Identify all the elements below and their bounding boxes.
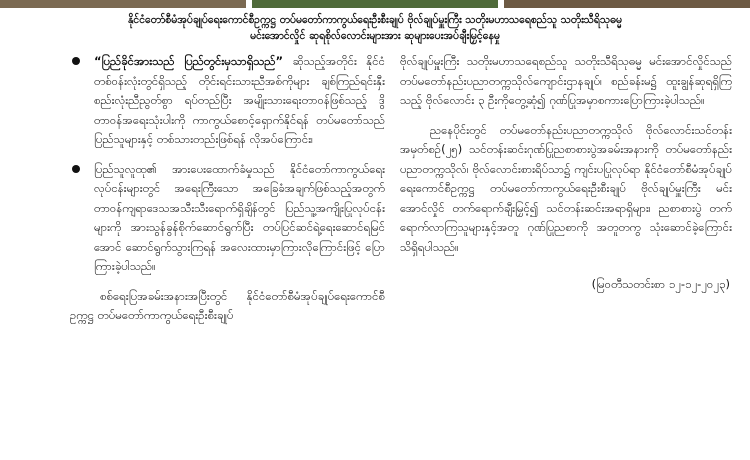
caption-line-1: နိုင်ငံတော်စီမံအုပ်ချုပ်ရေးကောင်စီဥက္ကဋ္ဌ တပ်မတော်ကာကွယ်ရေးဦးစီးချုပ် ဗိုလ်ချုပ်မှူးကြီး သတိုးမဟာသရေစည်သူ သတိုးသီရိသုဓမ္မ [127, 14, 623, 26]
photo-2 [252, 0, 498, 8]
bullet-1-quote: “ပြည်ခိုင်အားသည် ပြည်တွင်းမှသာရှိသည်” [94, 54, 284, 68]
bullet-1-text: ဆိုသည့်အတိုင်း နိုင်ငံတစ်ဝန်းလုံးတွင်ရှိသည့် တိုင်းရင်းသားညီအစ်ကိုများ ချစ်ကြည်ရင်းနှီးစည်းလုံးညီညွတ်စွာ ရပ်တည်ပြီး အမျိုးသားရေးတာဝန်ဖြစ်သည့် ဒွိတာဝန်အရေးသုံးပါးကို ကာကွယ်စောင့်ရှောက်နိုင်ရန် တပ်မတော်သည် ပြည်သူများနှင့် တစ်သားတည်းဖြစ်ရန် လိုအပ်ကြောင်း၊ [94, 54, 385, 146]
photo-strip [0, 0, 750, 8]
photo-caption [20, 12, 730, 44]
bullet-item-1 [70, 52, 385, 150]
right-paragraph-1: ဗိုလ်ချုပ်မှူးကြီး သတိုးမဟာသရေစည်သူ သတိုးသီရိသုဓမ္မ မင်းအောင်လှိုင်သည် တပ်မတော်နည်းပညာတက္ကသိုလ်ကျောင်းဌာနချုပ်၊ စည်ခန်းမ၌ ထူးချွန်ဆုရရှိကြသည့် ဗိုလ်လောင်း ၃ ဦးကိုတွေ့ဆုံ၍ ဂုဏ်ပြုအမှာစကားပြောကြားခဲ့ပါသည်။ [400, 54, 732, 107]
left-paragraph-3: စစ်ရေးပြအခမ်းအနားအပြီးတွင် နိုင်ငံတော်စီမံအုပ်ချုပ်ရေးကောင်စီဥက္ကဋ္ဌ တပ်မတော်ကာကွယ်ရေးဦးစီးချုပ် [70, 288, 385, 322]
left-column [70, 52, 385, 336]
photo-1 [0, 0, 246, 8]
bullet-dot-icon [72, 165, 80, 173]
news-dateline: (မြဝတီသတင်းစာ ၁၂-၁၂-၂၀၂၃) [591, 277, 730, 291]
right-column [400, 52, 732, 295]
caption-line-2: မင်းအောင်လှိုင် ဆုရစိုလ်လောင်းများအား ဆုများပေးအပ်ချီးမြှင့်နေမှု [250, 30, 500, 42]
bullet-item-2 [70, 160, 385, 277]
right-paragraph-2: ညနေပိုင်းတွင် တပ်မတော်နည်းပညာတက္ကသိုလ် ဗိုလ်လောင်းသင်တန်းအမှတ်စဉ်(၂၅) သင်တန်းဆင်းဂုဏ်ပြုညစာစားပွဲအခမ်းအနားကို တပ်မတော်နည်းပညာတက္ကသိုလ်၊ ဗိုလ်လောင်းစားရိပ်သာ၌ ကျင်းပပြုလုပ်ရာ နိုင်ငံတော်စီမံအုပ်ချုပ်ရေးကောင်စီဥက္ကဋ္ဌ တပ်မတော်ကာကွယ်ရေးဦးစီးချုပ် ဗိုလ်ချုပ်မှူးကြီး မင်းအောင်လှိုင် တက်ရောက်ချီးမြှင့်၍ သင်တန်းဆင်းအရာရှိများ၊ ညစာစားပွဲ တက်ရောက်လာကြသူများနှင့်အတူ ဂုဏ်ပြုညစာကို အတူတကွ သုံးဆောင်ခဲ့ကြောင်း သိရှိရပါသည်။ [400, 122, 732, 254]
bullet-dot-icon [72, 57, 80, 65]
photo-3 [504, 0, 750, 8]
bullet-2-text: ပြည်သူလူထု၏ အားပေးထောက်ခံမှုသည် နိုင်ငံတော်ကာကွယ်ရေးလုပ်ငန်းများတွင် အရေးကြီးသော အခြေခံအချက်ဖြစ်သည့်အတွက် တာဝန်ကျရာဒေသအသီးသီးရောက်ရှိချိန်တွင် ပြည်သူ့အကျိုးပြုလုပ်ငန်းများကို အားသွန်ခွန်စိုက်ဆောင်ရွက်ပြီး တပ်ပြင်ဆင်ရဲ့ရေးဆောင်ရမြင်အောင် ဆောင်ရွက်သွားကြရန် အလေးထားမှာကြားလိုကြောင်းဖြင့် ပြောကြားခဲ့ပါသည်။ [94, 161, 385, 273]
